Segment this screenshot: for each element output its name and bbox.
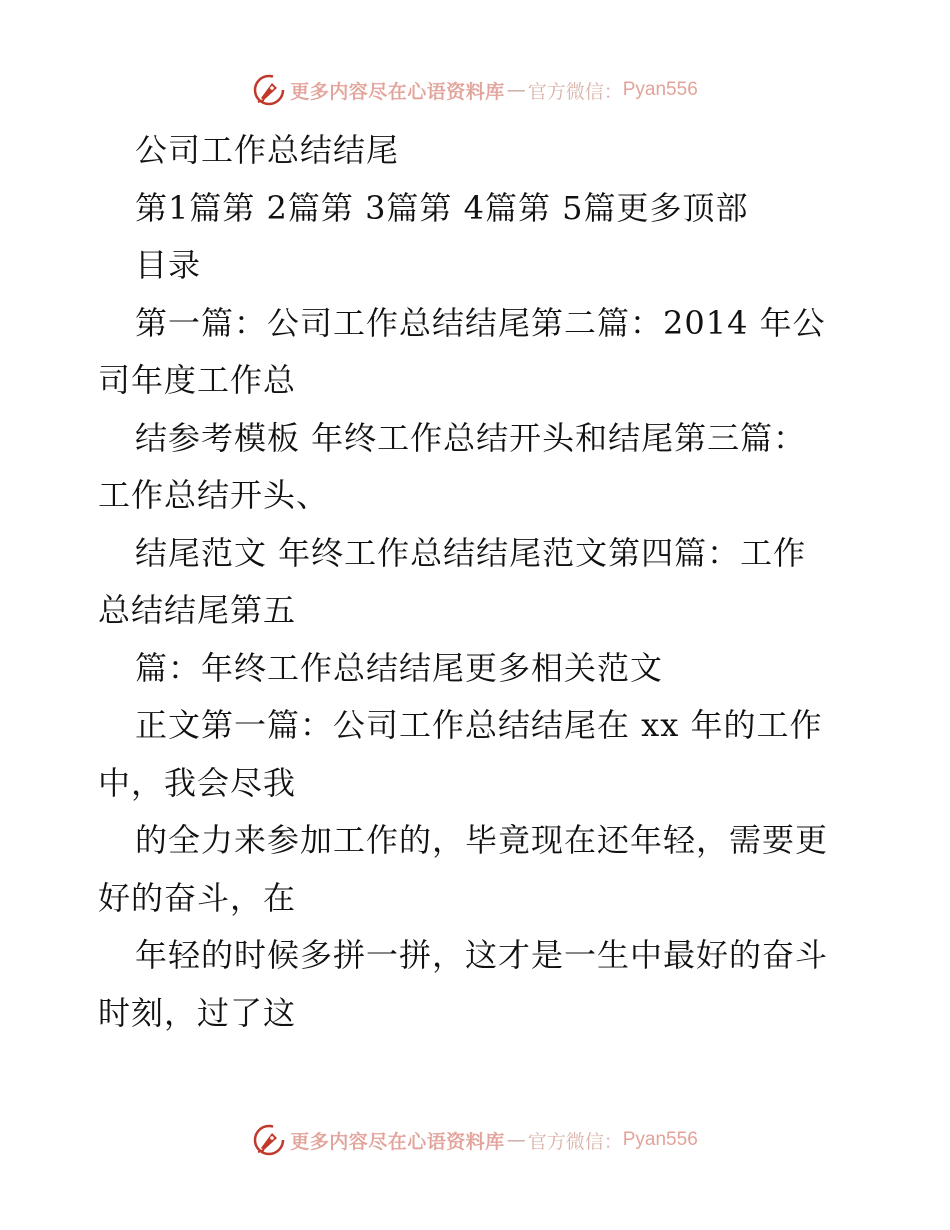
- text-line: 的全力来参加工作的，毕竟现在还年轻，需要更: [135, 821, 829, 859]
- footer-banner: [0, 1120, 950, 1160]
- text-line: 结尾范文 年终工作总结结尾范文第四篇：工作: [135, 533, 807, 572]
- text-line: 第一篇：公司工作总结结尾第二篇：2014 年公: [135, 303, 826, 342]
- toc-heading: 目录: [135, 246, 202, 284]
- text-line: 好的奋斗，在: [98, 878, 297, 917]
- banner-text: 更多内容尽在心语资料库: [290, 80, 505, 103]
- text-line: 时刻，过了这: [98, 993, 297, 1032]
- banner-wechat-label: 官方微信：: [527, 80, 623, 103]
- banner-text: 更多内容尽在心语资料库: [290, 1130, 505, 1153]
- header-banner: [0, 70, 950, 110]
- text-line: 总结结尾第五: [98, 591, 297, 629]
- text-line: 篇：年终工作总结结尾更多相关范文: [135, 648, 664, 687]
- text-line: 中，我会尽我: [98, 763, 297, 802]
- text-line: 结参考模板 年终工作总结开头和结尾第三篇：: [135, 418, 807, 457]
- text-line: 年轻的时候多拼一拼，这才是一生中最好的奋斗: [135, 936, 829, 974]
- banner-wechat-label: 官方微信：: [527, 1130, 623, 1153]
- text-line: 正文第一篇：公司工作总结结尾在 xx 年的工作: [135, 706, 823, 744]
- text-line: 工作总结开头、: [98, 476, 330, 514]
- document-title: 公司工作总结结尾: [135, 131, 400, 169]
- banner-wechat-id: Pyan556: [622, 1129, 698, 1150]
- pen-nib-logo-icon: [252, 73, 286, 107]
- banner-separator: —: [506, 1129, 526, 1151]
- pen-nib-logo-icon: [252, 1123, 286, 1157]
- banner-separator: —: [506, 79, 526, 101]
- text-line: 司年度工作总: [98, 361, 297, 399]
- document-body: [98, 122, 858, 1042]
- chapter-navigation: 第1篇第 2篇第 3篇第 4篇第 5篇更多顶部: [135, 188, 749, 227]
- banner-wechat-id: Pyan556: [622, 79, 698, 100]
